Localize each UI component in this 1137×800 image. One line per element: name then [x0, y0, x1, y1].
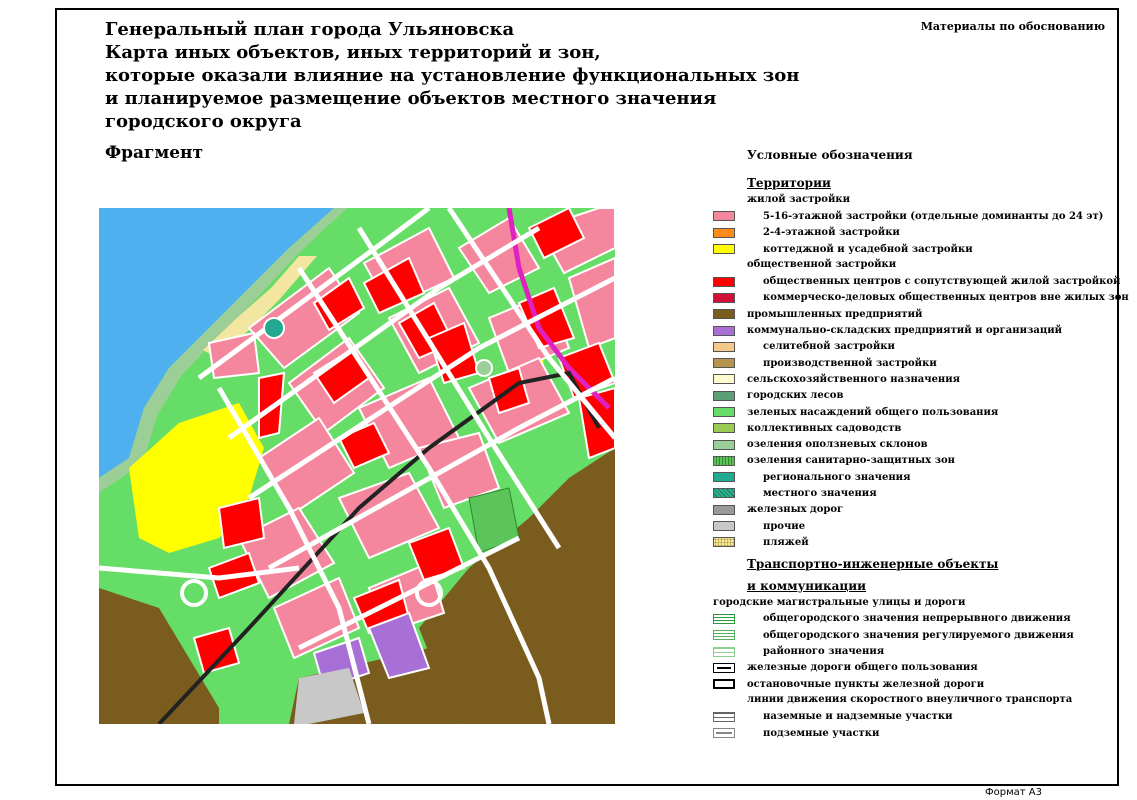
swatch: [713, 211, 735, 221]
swatch: [713, 309, 735, 319]
legend-item-other: [713, 518, 1113, 534]
legend-territories-heading: Территории: [747, 176, 831, 190]
legend-label: регионального значения: [763, 471, 911, 483]
swatch: [713, 407, 735, 417]
swatch: [713, 614, 735, 624]
title-line: Генеральный план города Ульяновска: [105, 19, 515, 40]
map-svg: [99, 208, 615, 724]
legend-item-settlement: [713, 339, 1113, 355]
swatch: [713, 728, 735, 738]
swatch: [713, 647, 735, 657]
swatch: [713, 679, 735, 689]
swatch: [713, 374, 735, 384]
swatch: [713, 423, 735, 433]
swatch: [713, 228, 735, 238]
legend-label: общегородского значения непрерывного движения: [763, 613, 1071, 625]
park-circle: [264, 318, 284, 338]
legend-label: подземные участки: [763, 727, 880, 739]
title-line: и планируемое размещение объектов местного значения: [105, 88, 717, 109]
legend-label: наземные и надземные участки: [763, 711, 953, 723]
swatch: [713, 472, 735, 482]
swatch: [713, 505, 735, 515]
legend-item-communal: [713, 322, 1113, 338]
park-circle: [476, 360, 492, 376]
legend-label: коттеджной и усадебной застройки: [763, 243, 973, 255]
legend-item-gardens: [713, 420, 1113, 436]
legend-label: озеления санитарно-защитных зон: [747, 455, 955, 467]
legend-item-res-2-4: [713, 225, 1113, 241]
legend-residential-heading: жилой застройки: [747, 194, 850, 205]
map-title: [105, 18, 799, 133]
legend-item-forests: [713, 388, 1113, 404]
legend-item-railways: [713, 502, 1113, 518]
swatch: [713, 488, 735, 498]
legend-label: железные дороги общего пользования: [747, 662, 978, 674]
swatch: [713, 537, 735, 547]
legend-item-slopes: [713, 436, 1113, 452]
title-line: Карта иных объектов, иных территорий и зон,: [105, 42, 601, 63]
legend-label: сельскохозяйственного назначения: [747, 373, 961, 385]
legend-item-local: [713, 485, 1113, 501]
swatch: [713, 391, 735, 401]
swatch: [713, 326, 735, 336]
legend-item-industrial: [713, 306, 1113, 322]
legend: [713, 148, 1129, 741]
legend-item-rapid-above: [713, 709, 1113, 725]
legend-label: зеленых насаждений общего пользования: [747, 406, 999, 418]
legend-label: общегородского значения регулируемого движения: [763, 629, 1074, 641]
legend-item-regional: [713, 469, 1113, 485]
legend-label: производственной застройки: [763, 357, 937, 369]
legend-item-road-regulated: [713, 627, 1113, 643]
swatch: [713, 277, 735, 287]
legend-item-green-public: [713, 404, 1113, 420]
legend-label: коммунально-складских предприятий и организаций: [747, 325, 1063, 337]
swatch: [713, 521, 735, 531]
swatch: [713, 663, 735, 673]
legend-label: коммерческо-деловых общественных центров вне жилых зон: [763, 292, 1129, 304]
legend-item-road-continuous: [713, 611, 1113, 627]
legend-streets-heading: городские магистральные улицы и дороги: [713, 596, 966, 608]
swatch: [713, 630, 735, 640]
legend-item-road-district: [713, 643, 1113, 659]
swatch: [713, 358, 735, 368]
title-line: городского округа: [105, 111, 302, 132]
materials-label: Материалы по обоснованию: [920, 20, 1105, 33]
legend-label: коллективных садоводств: [747, 422, 902, 434]
legend-transport-heading-2: и коммуникации: [747, 578, 867, 593]
title-line: которые оказали влияние на установление функциональных зон: [105, 65, 800, 86]
legend-item-rail-public: [713, 660, 1113, 676]
swatch: [713, 342, 735, 352]
legend-item-res-cottage: [713, 241, 1113, 257]
swatch: [713, 456, 735, 466]
legend-item-sanitary: [713, 453, 1113, 469]
legend-public-heading: общественной застройки: [747, 259, 897, 271]
format-label: Формат А3: [985, 787, 1042, 798]
legend-item-pub-centers: [713, 273, 1121, 289]
legend-label: общественных центров с сопутствующей жилой застройкой: [763, 276, 1121, 288]
swatch: [713, 293, 735, 303]
legend-label: 2-4-этажной застройки: [763, 227, 900, 239]
legend-label: железных дорог: [747, 504, 844, 516]
legend-title: Условные обозначения: [747, 148, 913, 162]
swatch: [713, 440, 735, 450]
legend-label: озеления оползневых склонов: [747, 439, 928, 451]
legend-label: селитебной застройки: [763, 341, 895, 353]
swatch: [713, 244, 735, 254]
legend-label: остановочные пункты железной дороги: [747, 678, 985, 690]
legend-item-rail-stops: [713, 676, 1113, 692]
legend-item-agricultural: [713, 371, 1113, 387]
swatch: [713, 712, 735, 722]
fragment-label: Фрагмент: [105, 143, 204, 163]
legend-label: городских лесов: [747, 390, 844, 402]
legend-item-rapid-under: [713, 725, 1113, 741]
legend-item-res-5-16: [713, 208, 1113, 224]
legend-transport-heading: Транспортно-инженерные объекты: [747, 556, 999, 571]
legend-rapid-heading: линии движения скоростного внеуличного транспорта: [747, 694, 1073, 706]
legend-item-production: [713, 355, 1113, 371]
legend-label: 5-16-этажной застройки (отдельные доминанты до 24 эт): [763, 210, 1104, 222]
legend-label: прочие: [763, 520, 806, 532]
legend-label: промышленных предприятий: [747, 308, 923, 320]
legend-item-beaches: [713, 534, 1113, 550]
legend-label: пляжей: [763, 536, 809, 548]
legend-label: местного значения: [763, 487, 877, 499]
map-fragment: [99, 208, 615, 724]
legend-item-pub-commercial: [713, 290, 1129, 306]
legend-label: районного значения: [763, 646, 885, 658]
